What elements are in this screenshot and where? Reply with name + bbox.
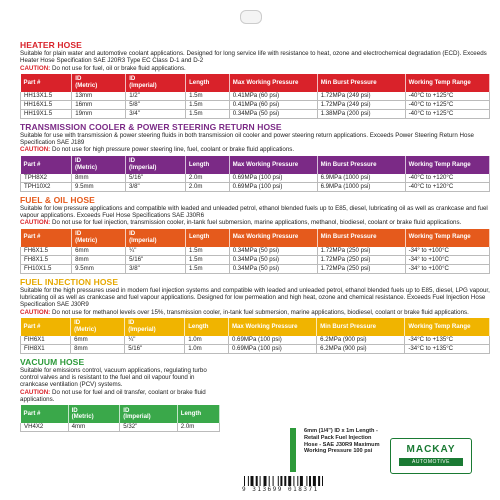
col-part: FIH8X1	[21, 344, 71, 353]
table-row	[21, 344, 490, 353]
col-length-header: Length	[185, 156, 229, 174]
caution-text: CAUTION: Do not use for high pressure power steering line, fuel, coolant or brake fluid applications.	[20, 146, 295, 154]
brand-name: MACKAY	[406, 444, 456, 455]
spec-table	[20, 74, 490, 119]
col-id-imperial: 3/8"	[126, 264, 186, 273]
section-description: Suitable for use with transmission & power steering fluids in both transmission oil cooler and power steering return applications. Exceeds Power Steering Return Hose Specification SAE J189	[20, 131, 474, 147]
green-accent-bar	[290, 428, 296, 472]
section-description: Suitable for the high pressures used in modern fuel injection systems and compatible with leaded and unleaded petrol, ethanol blended fuels up to E85, diesel, LPG vapour, lubricating oil as well as crankcase and fuel vapour applications. Designed for low permeation and high heat, ozone and chemical resistance. Exceeds Fuel Injection Hose Specification SAE J30R9	[20, 286, 490, 309]
col-id-imperial: 1/2"	[126, 92, 186, 101]
caution-text: CAUTION: Do not use for methanol levels over 15%, transmission cooler, in-tank fuel submersion, marine applications, biodiesel, coolant or brake fluid applications.	[20, 308, 469, 316]
hang-hole	[240, 10, 262, 24]
col-max-pressure-header: Max Working Pressure	[229, 156, 317, 174]
col-id-imperial: 5/16"	[126, 255, 186, 264]
col-temp-range-header: Working Temp Range	[405, 156, 489, 174]
spec-table	[20, 405, 220, 432]
col-id-metric: 16mm	[72, 100, 126, 109]
col-min-burst-header: Min Burst Pressure	[317, 229, 405, 247]
col-part: FH10X1.5	[21, 264, 72, 273]
col-temp-range: -34° to +100°C	[405, 247, 489, 256]
col-temp-range: -34°C to +135°C	[405, 344, 490, 353]
col-max-pressure: 0.34MPa (50 psi)	[229, 264, 317, 273]
spec-table	[20, 229, 490, 274]
col-max-pressure-header: Max Working Pressure	[229, 74, 317, 92]
col-part: TPH8X2	[21, 174, 72, 183]
table-row	[21, 264, 490, 273]
hose-spec-sheet	[20, 40, 490, 432]
table-row	[21, 100, 490, 109]
section-description: Suitable for emissions control, vacuum applications, regulating turbo control valves and is resistant to the fuel and oil vapour found in crankcase ventilation (PCV) systems.	[20, 366, 207, 389]
col-part: FH6X1.5	[21, 247, 72, 256]
col-id-imperial-header: ID (Imperial)	[126, 74, 186, 92]
section-description: Suitable for plain water and automotive coolant applications. Designed for long service life with resistance to heat, ozone and electrochemical degradation (ECD). Exceeds Heater Hose Specification SAE J20R3 Type EC Class D-1 and D-2	[20, 50, 487, 65]
col-id-metric-header: ID (Metric)	[68, 405, 120, 423]
col-part: TPH10X2	[21, 182, 72, 191]
col-length: 2.0m	[185, 182, 229, 191]
col-min-burst: 1.72MPa (249 psi)	[317, 92, 405, 101]
col-id-imperial-header: ID (Imperial)	[120, 405, 178, 423]
table-header	[21, 229, 490, 247]
col-min-burst-header: Min Burst Pressure	[317, 318, 405, 336]
col-max-pressure: 0.69MPa (100 psi)	[228, 336, 316, 345]
brand-logo	[390, 438, 472, 474]
col-id-imperial: 5/16"	[125, 344, 185, 353]
col-temp-range: -40°C to +120°C	[405, 182, 489, 191]
col-min-burst-header: Min Burst Pressure	[317, 74, 405, 92]
section-title: HEATER HOSE	[20, 40, 82, 50]
col-id-metric-header: ID (Metric)	[71, 318, 125, 336]
col-id-imperial: ¼"	[125, 336, 185, 345]
spec-table	[20, 318, 490, 354]
col-length: 1.5m	[186, 100, 230, 109]
fuel-oil-hose-section	[20, 195, 490, 274]
caution-text: CAUTION: Do not use for fuel and oil transfer, coolant or brake fluid applications.	[20, 388, 206, 404]
col-temp-range-header: Working Temp Range	[405, 318, 490, 336]
col-min-burst: 1.72MPa (250 psi)	[317, 255, 405, 264]
col-id-imperial-header: ID (Imperial)	[125, 156, 185, 174]
col-max-pressure-header: Max Working Pressure	[229, 229, 317, 247]
section-description: Suitable for low pressure applications and compatible with leaded and unleaded petrol, ethanol blended fuels up to E85, diesel, lubricating oil as well as crankcase and fuel vapour applications. Exceeds Fuel Hose Specifications SAE J30R6	[20, 204, 488, 220]
col-min-burst: 6.2MPa (900 psi)	[317, 336, 405, 345]
col-length: 1.5m	[185, 247, 229, 256]
col-max-pressure: 0.34MPa (50 psi)	[229, 247, 317, 256]
col-max-pressure: 0.69MPa (100 psi)	[229, 174, 317, 183]
col-id-metric: 8mm	[72, 255, 126, 264]
col-id-imperial: ¼"	[126, 247, 186, 256]
col-min-burst: 6.9MPa (1000 psi)	[317, 174, 405, 183]
col-length: 2.0m	[185, 174, 229, 183]
col-min-burst: 1.72MPa (250 psi)	[317, 264, 405, 273]
col-part: HH13X1.5	[21, 92, 72, 101]
col-temp-range: -40°C to +125°C	[405, 92, 489, 101]
section-title: TRANSMISSION COOLER & POWER STEERING RETURN HOSE	[20, 121, 282, 132]
col-length-header: Length	[185, 318, 229, 336]
col-temp-range-header: Working Temp Range	[405, 74, 489, 92]
vacuum-hose-section	[20, 357, 220, 432]
section-title: VACUUM HOSE	[20, 356, 85, 367]
col-max-pressure-header: Max Working Pressure	[228, 318, 316, 336]
col-length: 1.5m	[186, 109, 230, 118]
transmission-hose-section	[20, 122, 490, 192]
table-row	[21, 92, 490, 101]
table-header	[21, 318, 490, 336]
col-id-metric: 8mm	[71, 344, 125, 353]
col-part: FH8X1.5	[21, 255, 72, 264]
brand-tagline: AUTOMOTIVE	[399, 458, 463, 466]
product-label: 6mm (1/4") ID x 1m Length - Retail Pack Fuel Injection Hose - SAE J30R9 Maximum Working Pressure 100 psi	[304, 428, 380, 455]
col-id-metric-header: ID (Metric)	[72, 74, 126, 92]
col-part-header: Part #	[21, 229, 72, 247]
col-temp-range: -34° to +100°C	[405, 255, 489, 264]
table-row	[21, 182, 490, 191]
col-part-header: Part #	[21, 405, 69, 423]
caution-text: CAUTION: Do not use for fuel injection, transmission cooler, in-tank fuel submersion, marine applications, methanol, biodiesel, coolant or brake fluid applications.	[20, 219, 462, 227]
caution-text: CAUTION: Do not use for fuel, oil or brake fluid applications.	[20, 64, 186, 72]
col-min-burst: 6.2MPa (900 psi)	[317, 344, 405, 353]
col-temp-range: -34°C to +135°C	[405, 336, 490, 345]
barcode-number: 9 313699 018371	[242, 486, 382, 493]
col-max-pressure: 0.69MPa (100 psi)	[229, 182, 317, 191]
col-id-metric: 9.5mm	[71, 182, 125, 191]
col-temp-range: -40°C to +125°C	[405, 109, 489, 118]
col-id-metric: 19mm	[72, 109, 126, 118]
col-temp-range: -40°C to +125°C	[405, 100, 489, 109]
col-min-burst: 1.72MPa (250 psi)	[317, 247, 405, 256]
table-row	[21, 423, 220, 432]
col-length: 1.5m	[186, 92, 230, 101]
table-header	[21, 74, 490, 92]
col-length: 1.0m	[185, 336, 229, 345]
col-id-imperial: 5/8"	[126, 100, 186, 109]
col-temp-range-header: Working Temp Range	[405, 229, 489, 247]
col-id-imperial-header: ID (Imperial)	[126, 229, 186, 247]
col-max-pressure: 0.34MPa (50 psi)	[229, 255, 317, 264]
col-temp-range: -34° to +100°C	[405, 264, 489, 273]
col-id-metric: 9.5mm	[72, 264, 126, 273]
col-id-metric: 4mm	[68, 423, 120, 432]
col-id-imperial-header: ID (Imperial)	[125, 318, 185, 336]
col-length: 1.5m	[185, 264, 229, 273]
col-length: 2.0m	[177, 423, 219, 432]
col-part-header: Part #	[21, 156, 72, 174]
col-min-burst: 1.38MPa (200 psi)	[317, 109, 405, 118]
table-row	[21, 255, 490, 264]
fuel-injection-hose-section	[20, 277, 490, 354]
table-row	[21, 247, 490, 256]
section-title: FUEL & OIL HOSE	[20, 194, 95, 205]
section-title: FUEL INJECTION HOSE	[20, 276, 119, 287]
col-id-metric: 8mm	[71, 174, 125, 183]
col-id-imperial: 5/32"	[120, 423, 178, 432]
col-id-imperial: 3/8"	[125, 182, 185, 191]
col-part-header: Part #	[21, 74, 72, 92]
col-part: VH4X2	[21, 423, 69, 432]
col-length-header: Length	[186, 74, 230, 92]
col-length-header: Length	[185, 229, 229, 247]
col-min-burst-header: Min Burst Pressure	[317, 156, 405, 174]
col-part-header: Part #	[21, 318, 71, 336]
heater-hose-section	[20, 40, 490, 119]
col-max-pressure: 0.41MPa (60 psi)	[229, 92, 317, 101]
retail-label	[242, 428, 490, 494]
table-row	[21, 174, 490, 183]
table-header	[21, 156, 490, 174]
col-part: FIH6X1	[21, 336, 71, 345]
col-part: HH16X1.5	[21, 100, 72, 109]
col-id-imperial: 5/16"	[125, 174, 185, 183]
col-min-burst: 6.9MPa (1000 psi)	[317, 182, 405, 191]
col-max-pressure: 0.41MPa (60 psi)	[229, 100, 317, 109]
table-row	[21, 109, 490, 118]
spec-table	[20, 156, 490, 192]
top-strip	[0, 0, 500, 28]
col-temp-range: -40°C to +120°C	[405, 174, 489, 183]
col-length: 1.0m	[185, 344, 229, 353]
col-length: 1.5m	[185, 255, 229, 264]
col-id-metric-header: ID (Metric)	[71, 156, 125, 174]
col-id-metric: 13mm	[72, 92, 126, 101]
col-part: HH19X1.5	[21, 109, 72, 118]
col-id-metric: 6mm	[71, 336, 125, 345]
col-length-header: Length	[177, 405, 219, 423]
table-row	[21, 336, 490, 345]
col-id-imperial: 3/4"	[126, 109, 186, 118]
col-max-pressure: 0.69MPa (100 psi)	[228, 344, 316, 353]
col-max-pressure: 0.34MPa (50 psi)	[229, 109, 317, 118]
col-id-metric-header: ID (Metric)	[72, 229, 126, 247]
table-header	[21, 405, 220, 423]
col-min-burst: 1.72MPa (249 psi)	[317, 100, 405, 109]
col-id-metric: 6mm	[72, 247, 126, 256]
